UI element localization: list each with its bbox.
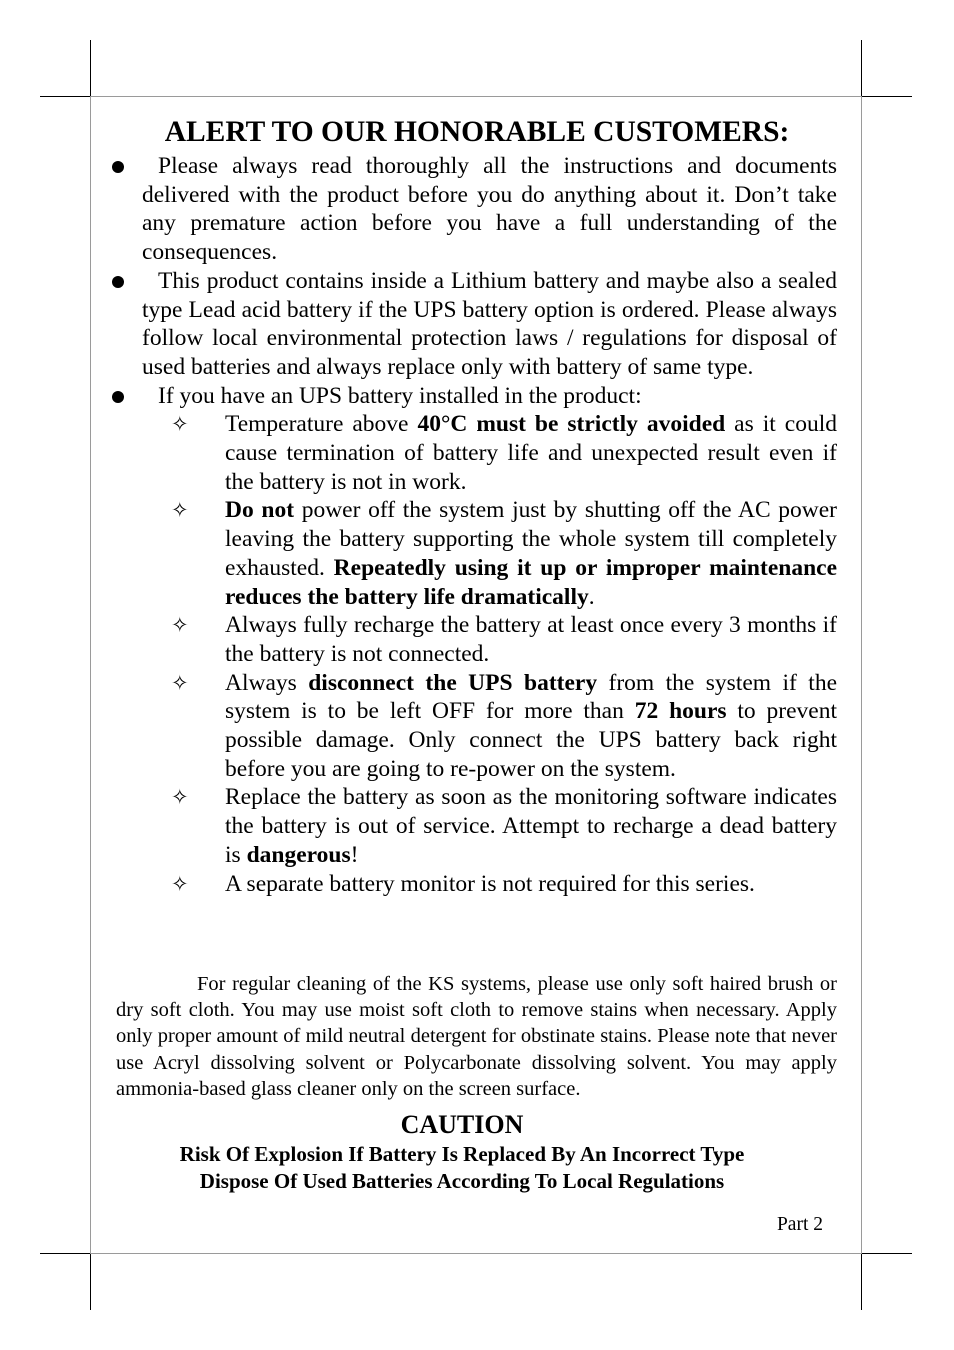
alert-list [112, 152, 837, 898]
frame-right-line [861, 96, 862, 1254]
frame-top-line [91, 96, 862, 97]
alert-item-text: Please always read thoroughly all the instructions and documents delivered with the product before you do anything about it. Don’t take any premature action before you have a full understanding of the consequences. [142, 153, 837, 266]
bullet-dot-icon [112, 161, 124, 173]
crop-mark-bottom-left-horizontal [40, 1253, 91, 1254]
crop-mark-bottom-right-vertical [861, 1253, 862, 1310]
crop-mark-top-right-horizontal [862, 96, 912, 97]
ups-battery-sublist [142, 410, 837, 898]
sub-item-power-off: ✧ Do not power off the system just by shutting off the AC power leaving the battery supporting the whole system till completely exhausted. Repeatedly using it up or improper maintenance reduces the battery life dramatically. [171, 497, 838, 610]
bullet-dot-icon [112, 391, 124, 403]
crop-mark-bottom-left-vertical [90, 1253, 91, 1310]
sub-item-recharge: ✧ Always fully recharge the battery at least once every 3 months if the battery is not connected. [171, 612, 837, 667]
alert-item-instructions [112, 152, 837, 267]
crop-mark-top-left-vertical [90, 40, 91, 97]
four-point-star-icon: ✧ [171, 613, 189, 638]
crop-mark-top-right-vertical [861, 40, 862, 97]
four-point-star-icon: ✧ [171, 670, 189, 695]
crop-mark-top-left-horizontal [40, 96, 91, 97]
caution-line-explosion: Risk Of Explosion If Battery Is Replaced By An Incorrect Type [179, 1142, 745, 1166]
alert-item-ups-battery [112, 382, 837, 411]
four-point-star-icon: ✧ [171, 871, 189, 896]
bullet-dot-icon [112, 276, 124, 288]
frame-left-line [90, 96, 91, 1254]
crop-mark-bottom-right-horizontal [862, 1253, 912, 1254]
sub-item-temperature: ✧ Temperature above 40°C must be strictly avoided as it could cause termination of battery life and unexpected result even if the battery is not in work. [171, 411, 837, 495]
sub-item-disconnect: ✧ Always disconnect the UPS battery from the system if the system is to be left OFF for more than 72 hours to prevent possible damage. Only connect the UPS battery back right before you are going to re-power on the system. [171, 669, 838, 782]
alert-item-text: If you have an UPS battery installed in the product: [158, 382, 642, 409]
alert-item-text: This product contains inside a Lithium battery and maybe also a sealed type Lead acid battery if the UPS battery option is ordered. Please always follow local environmental protection laws / regulations for disposal of used batteries and always replace only with battery of same type. [142, 267, 837, 380]
caution-heading: CAUTION [400, 1110, 524, 1139]
page-number: Part 2 [776, 1214, 823, 1235]
caution-line-disposal: Dispose Of Used Batteries According To Local Regulations [199, 1169, 725, 1193]
sub-item-replace: ✧ Replace the battery as soon as the monitoring software indicates the battery is out of service. Attempt to recharge a dead battery is dangerous! [171, 784, 837, 868]
four-point-star-icon: ✧ [171, 412, 189, 437]
four-point-star-icon: ✧ [171, 785, 189, 810]
sub-item-monitor: ✧ A separate battery monitor is not required for this series. [171, 870, 755, 897]
four-point-star-icon: ✧ [171, 498, 189, 523]
frame-bottom-line [91, 1253, 862, 1254]
cleaning-paragraph: For regular cleaning of the KS systems, please use only soft haired brush or dry soft cloth. You may use moist soft cloth to remove stains when necessary. Apply only proper amount of mild neutral detergent for obstinate stains. Please note that never use Acryl dissolving solvent or Polycarbonate dissolving solvent. You may apply ammonia-based glass cleaner only on the screen surface. [116, 973, 837, 1100]
alert-item-battery-disposal [112, 267, 837, 382]
page-title: ALERT TO OUR HONORABLE CUSTOMERS: [164, 116, 790, 148]
